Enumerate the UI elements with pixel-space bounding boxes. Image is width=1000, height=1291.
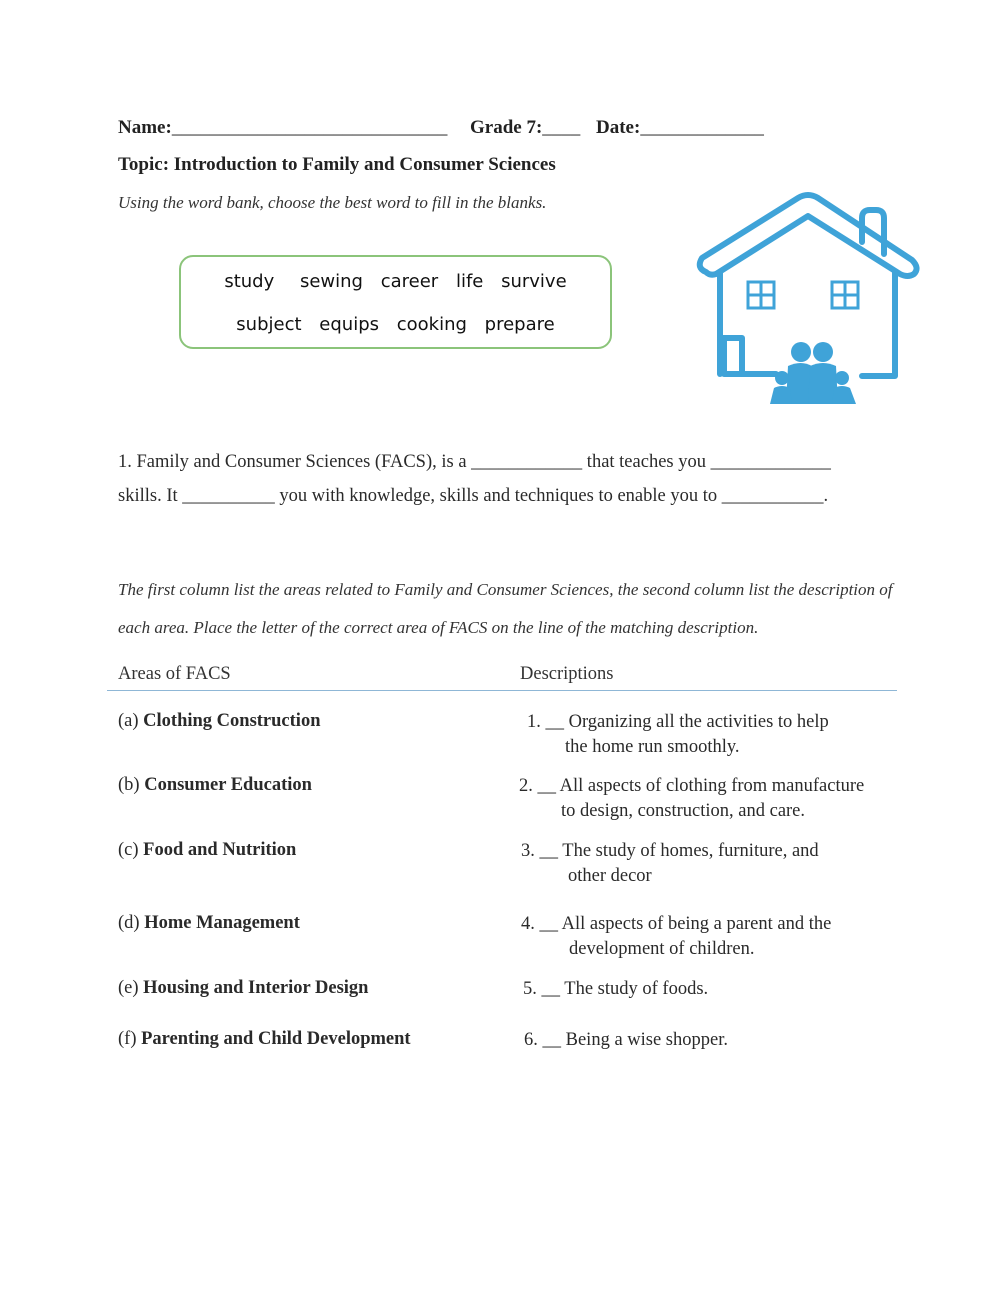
word-bank-word: survive: [501, 271, 567, 292]
description-line-2: development of children.: [569, 939, 755, 959]
area-name: Food and Nutrition: [143, 840, 297, 860]
word-bank: [179, 255, 612, 349]
word-bank-word: life: [455, 271, 484, 292]
word-bank-word: career: [380, 271, 439, 292]
word-bank-word: prepare: [484, 314, 555, 335]
area-letter: (f): [118, 1029, 137, 1049]
date-label: Date:: [596, 117, 641, 138]
description-line-2: other decor: [568, 866, 652, 886]
house-family-icon: [690, 190, 925, 410]
word-bank-row-2: [181, 314, 610, 335]
description-item-2[interactable]: [519, 774, 864, 824]
name-label: Name:: [118, 117, 172, 138]
name-field[interactable]: [118, 117, 447, 139]
area-letter: (c): [118, 840, 139, 860]
area-name: Consumer Education: [144, 775, 312, 795]
description-line-1: 1. __ Organizing all the activities to help: [527, 712, 829, 732]
area-name: Home Management: [144, 913, 300, 933]
area-item-c: [118, 840, 296, 861]
matching-instruction-line-2: each area. Place the letter of the correct area of FACS on the line of the matching description.: [118, 618, 759, 637]
description-item-1[interactable]: [527, 710, 829, 760]
description-item-3[interactable]: [521, 839, 819, 889]
description-item-6[interactable]: [524, 1028, 728, 1053]
question-1-line-1: 1. Family and Consumer Sciences (FACS), is a ____________ that teaches you _____________: [118, 452, 831, 472]
area-item-b: [118, 775, 312, 796]
area-name: Housing and Interior Design: [143, 978, 369, 998]
grade-blank[interactable]: ____: [542, 117, 581, 138]
instruction-word-bank: Using the word bank, choose the best word to fill in the blanks.: [118, 193, 547, 212]
area-letter: (b): [118, 775, 140, 795]
area-name: Parenting and Child Development: [141, 1029, 411, 1049]
header-divider: [107, 690, 897, 691]
description-line-1: 3. __ The study of homes, furniture, and: [521, 841, 819, 861]
area-item-f: [118, 1029, 411, 1050]
date-field[interactable]: [596, 117, 764, 139]
name-blank[interactable]: _____________________________: [171, 117, 448, 138]
matching-instruction-line-1: The first column list the areas related to Family and Consumer Sciences, the second column list the description of: [118, 580, 893, 599]
description-line-1: 4. __ All aspects of being a parent and the: [521, 914, 832, 934]
description-line-2: the home run smoothly.: [565, 737, 740, 757]
description-line-2: to design, construction, and care.: [561, 801, 806, 821]
area-letter: (e): [118, 978, 139, 998]
column-header-areas: Areas of FACS: [118, 664, 231, 684]
grade-label: Grade 7:: [470, 117, 543, 138]
area-item-e: [118, 978, 368, 999]
column-header-descriptions: Descriptions: [520, 664, 614, 684]
area-name: Clothing Construction: [143, 711, 321, 731]
area-letter: (d): [118, 913, 140, 933]
word-bank-word: sewing: [299, 271, 363, 292]
description-line-1: 2. __ All aspects of clothing from manufacture: [519, 776, 865, 796]
area-item-d: [118, 913, 300, 934]
word-bank-word: subject: [236, 314, 302, 335]
word-bank-word: study: [224, 271, 275, 292]
description-item-5[interactable]: [523, 977, 708, 1002]
description-line-1: 6. __ Being a wise shopper.: [524, 1030, 728, 1050]
topic-title: Topic: Introduction to Family and Consumer Sciences: [118, 154, 556, 175]
grade-field[interactable]: [470, 117, 580, 139]
description-line-1: 5. __ The study of foods.: [523, 979, 709, 999]
description-item-4[interactable]: [521, 912, 831, 962]
word-bank-word: equips: [319, 314, 379, 335]
area-item-a: [118, 711, 321, 732]
question-1-line-2: skills. It __________ you with knowledge, skills and techniques to enable you to ___________.: [118, 486, 829, 506]
word-bank-word: cooking: [396, 314, 467, 335]
date-blank[interactable]: _____________: [640, 117, 764, 138]
word-bank-row-1: [181, 271, 610, 292]
area-letter: (a): [118, 711, 139, 731]
